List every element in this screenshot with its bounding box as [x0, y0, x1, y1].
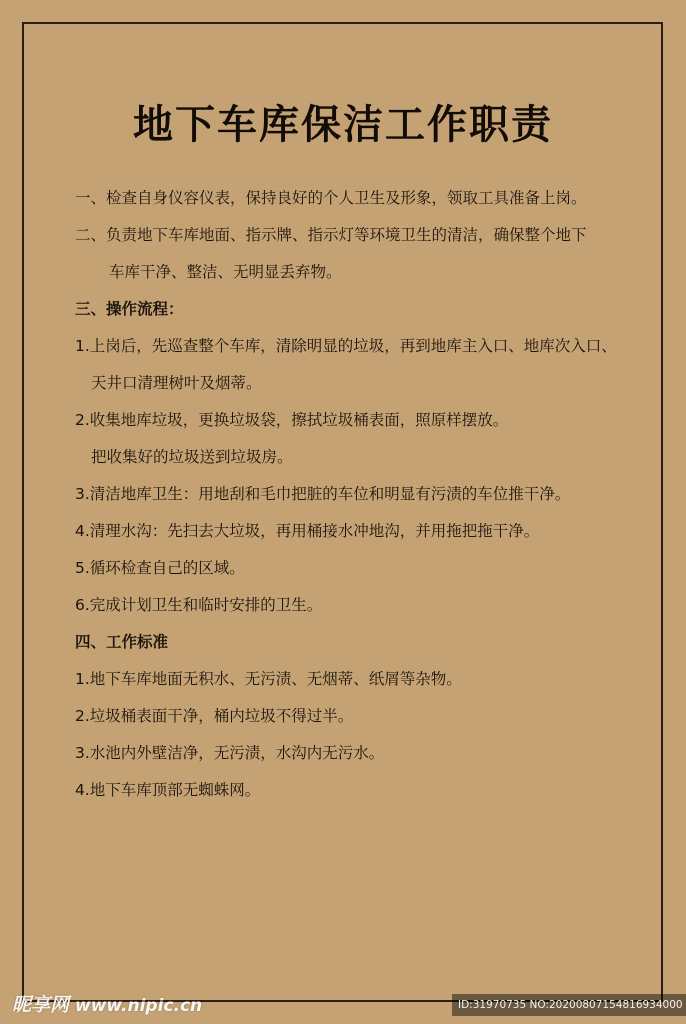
image-id-strip: ID:31970735 NO:20200807154816934000 [452, 994, 686, 1016]
page-title: 地下车库保洁工作职责 [133, 101, 553, 148]
section-1-line: 一、检查自身仪容仪表，保持良好的个人卫生及形象，领取工具准备上岗。 [75, 189, 587, 207]
watermark-logo [12, 990, 202, 1017]
section-4-heading: 四、工作标准 [75, 633, 169, 651]
step-2-line: 2.收集地库垃圾，更换垃圾袋，擦拭垃圾桶表面，照原样摆放。 [75, 411, 509, 429]
section-3-heading: 三、操作流程： [75, 300, 184, 318]
standard-2-line: 2.垃圾桶表面干净，桶内垃圾不得过半。 [75, 707, 354, 725]
standard-1-line: 1.地下车库地面无积水、无污渍、无烟蒂、纸屑等杂物。 [75, 670, 462, 688]
step-3-line: 3.清洁地库卫生：用地刮和毛巾把脏的车位和明显有污渍的车位推干净。 [75, 485, 571, 503]
step-1-line: 1.上岗后，先巡查整个车库，清除明显的垃圾，再到地库主入口、地库次入口、 [75, 337, 617, 355]
step-6-line: 6.完成计划卫生和临时安排的卫生。 [75, 596, 323, 614]
standard-4-line: 4.地下车库顶部无蜘蛛网。 [75, 781, 261, 799]
watermark-url: www.nipic.cn [75, 996, 203, 1016]
watermark-brand: 昵享网 [12, 994, 70, 1016]
section-2-line: 二、负责地下车库地面、指示牌、指示灯等环境卫生的清洁，确保整个地下 [75, 226, 587, 244]
step-1-continuation: 天井口清理树叶及烟蒂。 [91, 374, 262, 392]
standard-3-line: 3.水池内外壁洁净，无污渍，水沟内无污水。 [75, 744, 385, 762]
duty-text-body [75, 180, 660, 809]
step-4-line: 4.清理水沟：先扫去大垃圾，再用桶接水冲地沟，并用拖把拖干净。 [75, 522, 540, 540]
step-5-line: 5.循环检查自己的区域。 [75, 559, 245, 577]
section-2-continuation: 车库干净、整洁、无明显丢弃物。 [109, 263, 342, 281]
step-2-continuation: 把收集好的垃圾送到垃圾房。 [91, 448, 293, 466]
